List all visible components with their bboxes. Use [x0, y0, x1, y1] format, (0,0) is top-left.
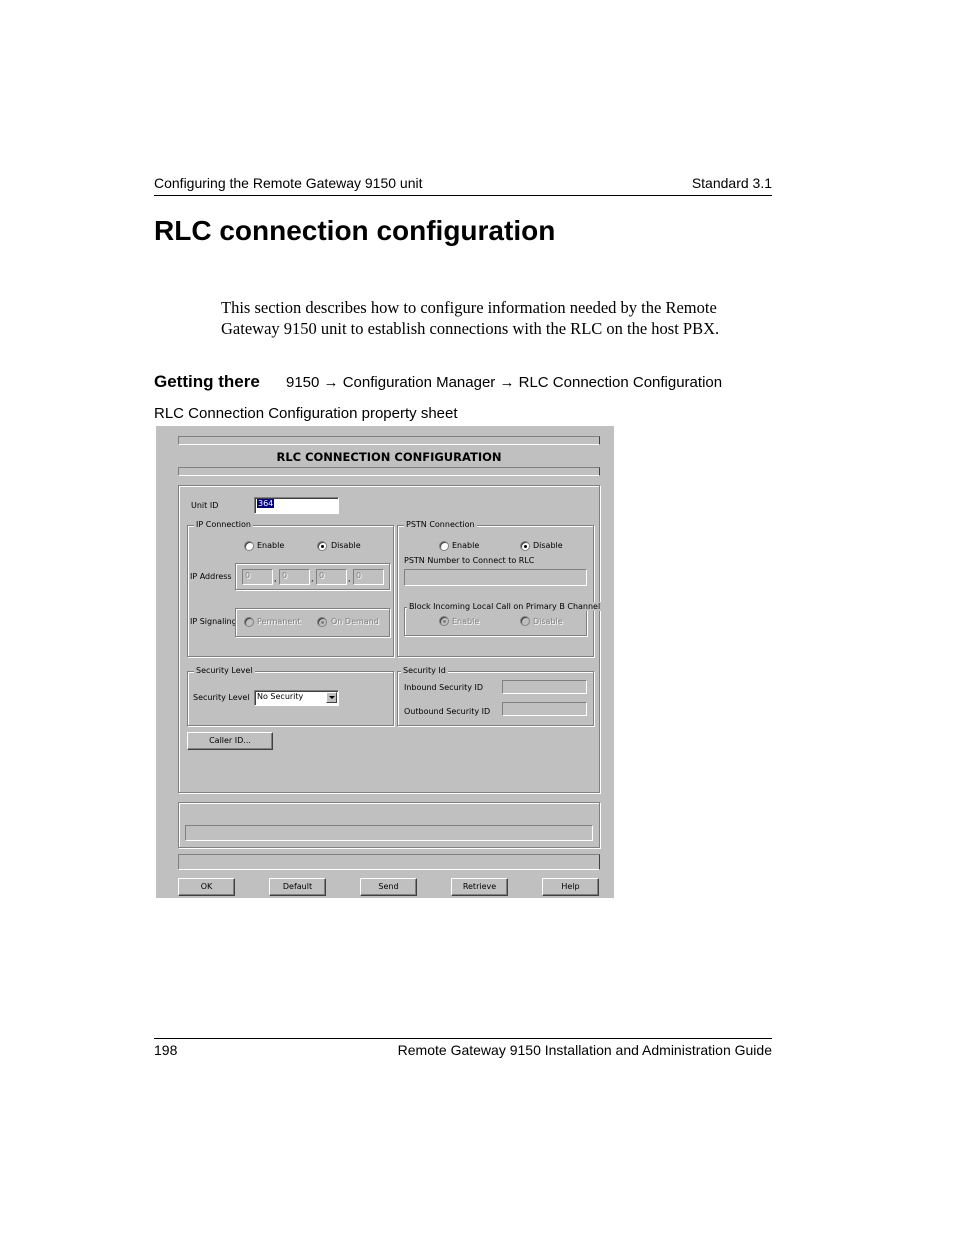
ip-enable-radio[interactable]: [244, 541, 254, 551]
page-number: 198: [154, 1042, 178, 1058]
header-rule: [154, 195, 772, 196]
title-bottom-bar: [178, 467, 600, 476]
permanent-label: Permanent: [257, 617, 301, 626]
figure-caption: RLC Connection Configuration property sheet: [154, 405, 458, 422]
top-bar: [178, 436, 600, 445]
inbound-security-label: Inbound Security ID: [404, 683, 484, 692]
ip-octet-3[interactable]: 0: [316, 569, 347, 585]
unit-id-value: 364: [258, 499, 274, 508]
pstn-enable-radio[interactable]: [439, 541, 449, 551]
footer-rule: [154, 1038, 772, 1039]
pstn-enable-label: Enable: [452, 541, 480, 550]
on-demand-radio[interactable]: [317, 617, 327, 627]
ip-dot-2: ,: [311, 574, 314, 583]
getting-there-label: Getting there: [154, 372, 260, 391]
ip-address-label: IP Address: [190, 572, 232, 581]
pstn-number-label: PSTN Number to Connect to RLC: [404, 556, 535, 565]
security-level-label: Security Level: [193, 693, 250, 702]
send-button[interactable]: Send: [360, 878, 417, 896]
pstn-connection-label: PSTN Connection: [406, 520, 475, 529]
block-call-label: Block Incoming Local Call on Primary B Channel: [409, 602, 601, 611]
chevron-down-icon[interactable]: [326, 692, 337, 703]
ip-dot-1: ,: [274, 574, 277, 583]
on-demand-label: On Demand: [331, 617, 379, 626]
inbound-security-input[interactable]: [502, 680, 587, 694]
ip-connection-label: IP Connection: [196, 520, 251, 529]
outbound-security-input[interactable]: [502, 702, 587, 716]
help-button[interactable]: Help: [542, 878, 599, 896]
caller-id-button[interactable]: Caller ID...: [187, 732, 273, 750]
default-button[interactable]: Default: [269, 878, 326, 896]
block-enable-radio[interactable]: [439, 616, 449, 626]
dialog-title: RLC CONNECTION CONFIGURATION: [276, 450, 502, 464]
pstn-disable-label: Disable: [533, 541, 563, 550]
outbound-security-label: Outbound Security ID: [404, 707, 491, 716]
running-header-section: Configuring the Remote Gateway 9150 unit: [154, 175, 423, 191]
ip-disable-label: Disable: [331, 541, 361, 550]
permanent-radio[interactable]: [244, 617, 254, 627]
ip-enable-label: Enable: [257, 541, 285, 550]
block-disable-label: Disable: [533, 617, 563, 626]
pstn-number-input[interactable]: [404, 569, 587, 586]
progress-bar: [178, 854, 600, 870]
security-id-group-label: Security Id: [403, 666, 446, 675]
pstn-connection-group: [397, 525, 594, 657]
ip-disable-radio[interactable]: [317, 541, 327, 551]
page-title: RLC connection configuration: [154, 215, 556, 246]
ip-octet-2[interactable]: 0: [279, 569, 310, 585]
intro-paragraph: This section describes how to configure information needed by the Remote Gateway 9150 unit to establish connections with the RLC on the host PBX.: [221, 298, 720, 338]
getting-there-path: 9150 → Configuration Manager → RLC Connection Configuration: [286, 374, 723, 391]
pstn-disable-radio[interactable]: [520, 541, 530, 551]
rlc-config-dialog: [156, 426, 614, 898]
security-level-group-label: Security Level: [196, 666, 253, 675]
ip-octet-4[interactable]: 0: [353, 569, 384, 585]
status-field: [185, 825, 593, 841]
ip-signaling-label: IP Signaling: [190, 617, 237, 626]
running-header-standard: Standard 3.1: [691, 175, 772, 191]
unit-id-input[interactable]: [254, 497, 339, 514]
ip-dot-3: ,: [348, 574, 351, 583]
security-level-value: No Security: [257, 692, 304, 701]
block-disable-radio[interactable]: [520, 616, 530, 626]
unit-id-label: Unit ID: [191, 501, 219, 510]
block-enable-label: Enable: [452, 617, 480, 626]
ip-octet-1[interactable]: 0: [242, 569, 273, 585]
guide-title: Remote Gateway 9150 Installation and Administration Guide: [397, 1042, 772, 1058]
ip-connection-group: [187, 525, 394, 657]
retrieve-button[interactable]: Retrieve: [451, 878, 508, 896]
ok-button[interactable]: OK: [178, 878, 235, 896]
